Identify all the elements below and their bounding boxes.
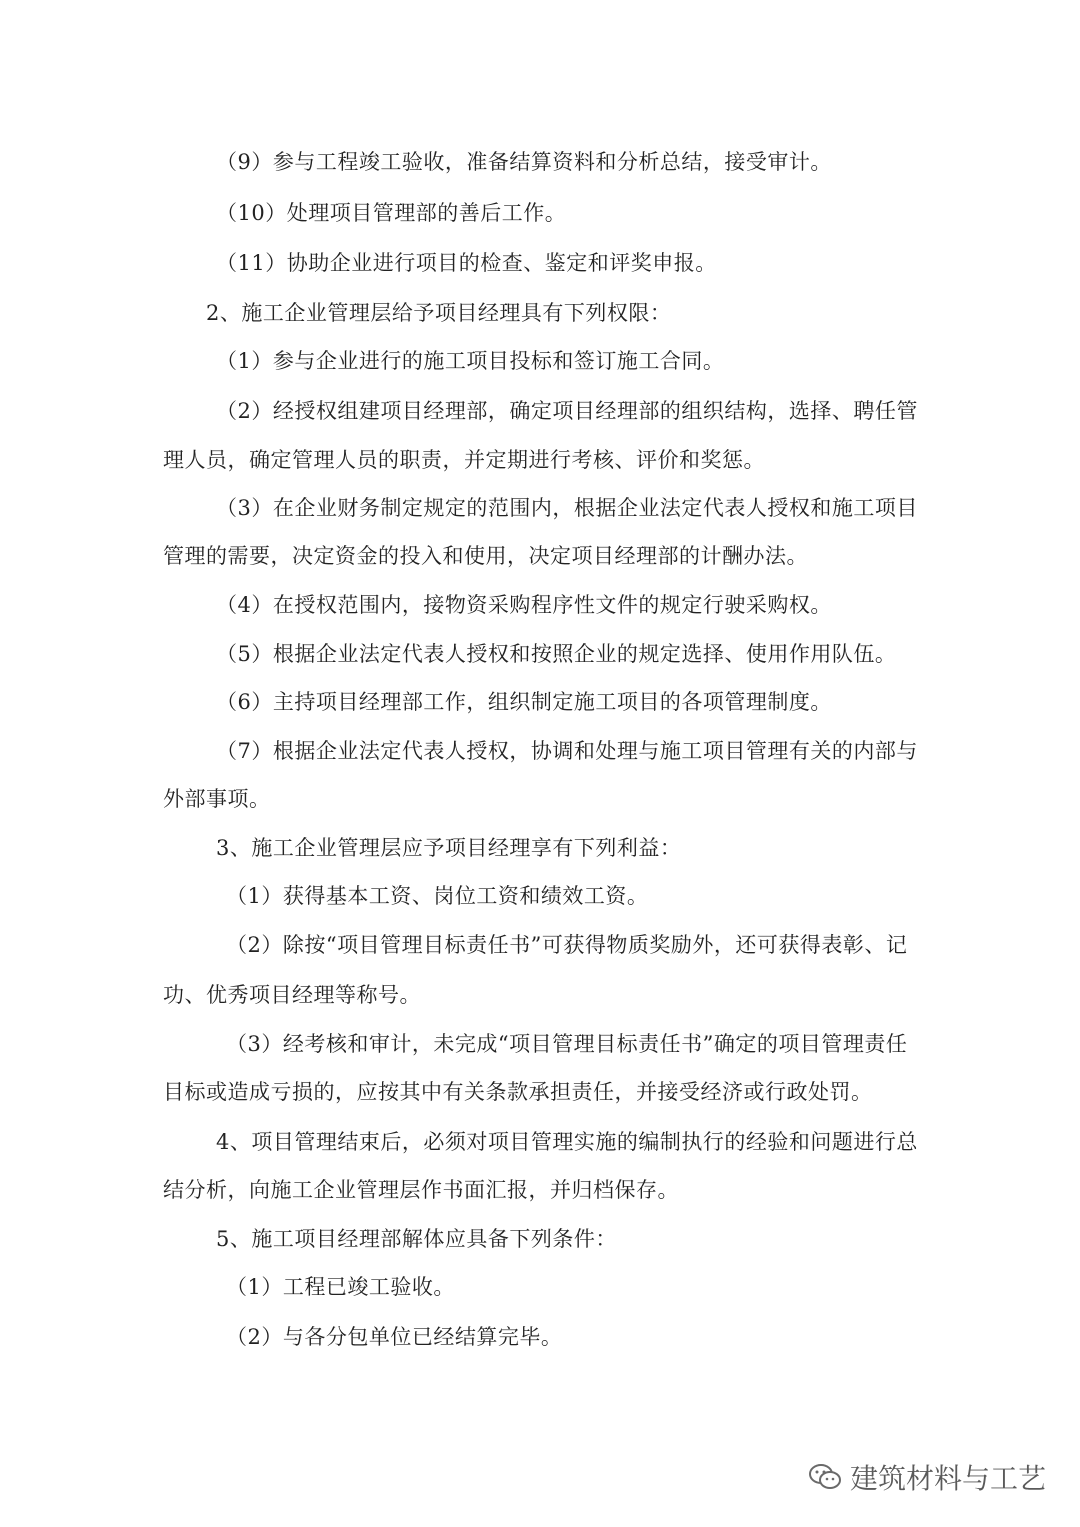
text-line-power-5: （5）根据企业法定代表人授权和按照企业的规定选择、使用作用队伍。 <box>216 642 897 666</box>
text-line-power-3b: 管理的需要，决定资金的投入和使用，决定项目经理部的计酬办法。 <box>163 544 808 568</box>
section-heading-4a: 4、项目管理结束后，必须对项目管理实施的编制执行的经验和问题进行总 <box>216 1130 918 1154</box>
text-line-benefit-1: （1）获得基本工资、岗位工资和绩效工资。 <box>226 884 649 908</box>
text-line-power-7b: 外部事项。 <box>163 787 271 811</box>
text-line-power-3a: （3）在企业财务制定规定的范围内，根据企业法定代表人授权和施工项目 <box>216 496 918 520</box>
watermark-text: 建筑材料与工艺 <box>849 1462 1046 1495</box>
text-line-power-4: （4）在授权范围内，接物资采购程序性文件的规定行驶采购权。 <box>216 593 832 617</box>
section-heading-5: 5、施工项目经理部解体应具备下列条件： <box>216 1227 617 1251</box>
text-line-benefit-3b: 目标或造成亏损的，应按其中有关条款承担责任，并接受经济或行政处罚。 <box>163 1080 873 1104</box>
section-heading-2: 2、施工企业管理层给予项目经理具有下列权限： <box>206 301 672 325</box>
text-line-power-2a: （2）经授权组建项目经理部，确定项目经理部的组织结构，选择、聘任管 <box>216 399 918 423</box>
text-line-condition-2: （2）与各分包单位已经结算完毕。 <box>226 1325 563 1349</box>
text-line-power-1: （1）参与企业进行的施工项目投标和签订施工合同。 <box>216 349 725 373</box>
text-line-condition-1: （1）工程已竣工验收。 <box>226 1275 455 1299</box>
text-line-power-6: （6）主持项目经理部工作，组织制定施工项目的各项管理制度。 <box>216 690 832 714</box>
text-line-power-7a: （7）根据企业法定代表人授权，协调和处理与施工项目管理有关的内部与 <box>216 739 918 763</box>
text-line-benefit-2b: 功、优秀项目经理等称号。 <box>163 983 421 1007</box>
section-heading-3: 3、施工企业管理层应予项目经理享有下列利益： <box>216 836 682 860</box>
text-line-item-9: （9）参与工程竣工验收，准备结算资料和分析总结，接受审计。 <box>216 150 832 174</box>
text-line-item-11: （11）协助企业进行项目的检查、鉴定和评奖申报。 <box>216 251 717 275</box>
watermark <box>808 1457 1046 1497</box>
text-line-benefit-2a: （2）除按“项目管理目标责任书”可获得物质奖励外，还可获得表彰、记 <box>226 933 908 957</box>
text-line-power-2b: 理人员，确定管理人员的职责，并定期进行考核、评价和奖惩。 <box>163 448 765 472</box>
section-heading-4b: 结分析，向施工企业管理层作书面汇报，并归档保存。 <box>163 1178 679 1202</box>
wechat-icon <box>808 1462 842 1492</box>
text-line-item-10: （10）处理项目管理部的善后工作。 <box>216 201 567 225</box>
text-line-benefit-3a: （3）经考核和审计，未完成“项目管理目标责任书”确定的项目管理责任 <box>226 1032 908 1056</box>
